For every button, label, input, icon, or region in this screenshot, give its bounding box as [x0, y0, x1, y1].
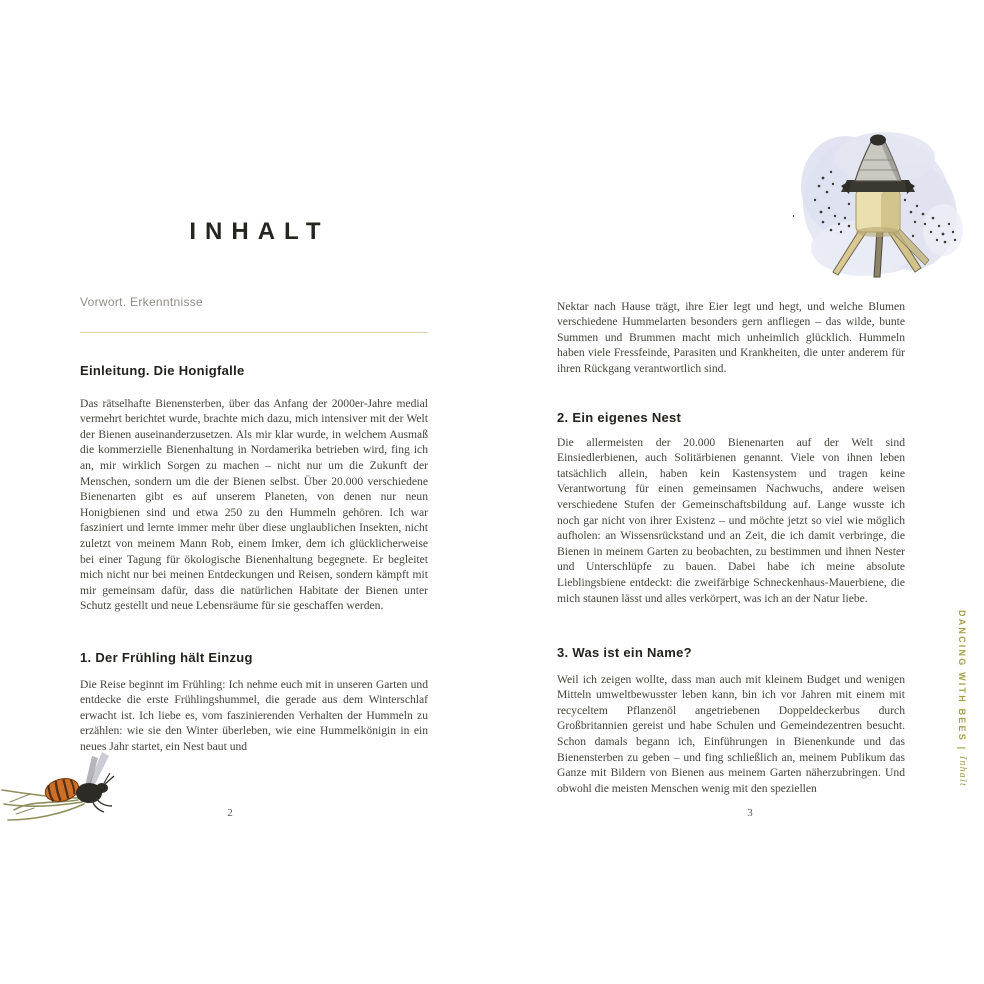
flying-bee-icon [0, 746, 142, 834]
spine-text [957, 610, 968, 840]
section3-heading: 3. Was ist ein Name? [557, 644, 692, 660]
section1-heading: 1. Der Frühling hält Einzug [80, 649, 253, 665]
intro-paragraph: Das rätselhafte Bienensterben, über das Anfang der 2000er-Jahre medial vermehrt berichtet wurde, brachte mich dazu, mich intensiver mit der Welt der Bienen auseinanderzusetzen. Als mir klar wurde, in welchem Ausmaß die kommerzielle Bienenhaltung in Nordamerika betrieben wird, fing ich an, mir wirklich Sorgen zu machen – nicht nur um die Zukunft der Menschen, sondern um die der Bienen selbst. Über 20.000 verschiedene Bienenarten gibt es auf unserem Planeten, von denen nur neun Honigbienen sind und etwa 250 zu den Hummeln gehören. Ich war fasziniert und lernte immer mehr über diese unglaublichen Insekten, nicht zuletzt von meinem Mann Rob, einem Imker, dem ich glücklicherweise bei einer Tagung für ökologische Bienenhaltung begegnete. Er begleitet mich nicht nur bei meinen Entdeckungen und Reisen, sondern kämpft mit mir gemeinsam dafür, dass die natürlichen Habitate der Bienen unter Schutz gestellt und neue Lebensräume für sie geschaffen werden. [80, 396, 428, 613]
section2-paragraph: Die allermeisten der 20.000 Bienenarten auf der Welt sind Einsiedlerbienen, auch Solitärbienen genannt. Viele von ihnen leben tatsächlich allein, haben kein Kastensystem und tragen keine Verantwortung für einen gemeinsamen Nachwuchs, andere weisen verschiedene Stufen der Gemeinschaftsbildung auf. Lange wusste ich noch gar nicht von ihrer Existenz – und möchte jetzt so viel wie möglich aufholen: an Wissensrückstand und an Zeit, die ich damit verbringe, die Bienen in meinem Garten zu beobachten, zu bestimmen und ihnen Nester und Unterschlüpfe zu bauen. Dabei habe ich meine absolute Lieblingsbiene entdeckt: die zweifärbige Schneckenhaus-Mauerbiene, die mich staunen lässt und alles verkörpert, was ich an der Natur liebe. [557, 435, 905, 605]
page-number-right: 3 [747, 807, 753, 819]
spine-separator-bar: | [957, 746, 967, 752]
beehive-watercolor-icon [793, 120, 965, 286]
section3-paragraph: Weil ich zeigen wollte, dass man auch mit kleinem Budget und wenigen Mitteln umweltbewusster leben kann, bin ich vor Jahren mit einem mit recyceltem Pflanzenöl angetriebenen Doppeldeckerbus durch Großbritannien gereist und habe Schulen und Gemeindezentren besucht. Schon damals begann ich, Einführungen in Bienenkunde und das Bienensterben zu geben – und fing schließlich an, meinem Publikum das Ganze mit Bildern von Bienen aus meinem Garten näherzubringen. Und obwohl die meisten Menschen wenig mit den speziellen [557, 672, 905, 795]
divider-line [80, 332, 428, 333]
section2-heading: 2. Ein eigenes Nest [557, 409, 682, 425]
spine-book-title: DANCING WITH BEES [957, 610, 967, 742]
toc-entry-vorwort: Vorwort. Erkenntnisse [80, 295, 204, 309]
beehive-illustration [793, 120, 965, 286]
page-number-left: 2 [227, 807, 233, 819]
continuation-paragraph: Nektar nach Hause trägt, ihre Eier legt und hegt, und welche Blumen verschiedene Hummelarten besonders gern anfliegen – das wilde, bunte Summen und Brummen macht mich unheimlich glücklich. Hummeln haben viele Fressfeinde, Parasiten und Krankheiten, die unter anderem für ihren Rückgang verantwortlich sind. [557, 299, 905, 375]
intro-heading: Einleitung. Die Honigfalle [80, 362, 245, 378]
spine-section-label: Inhalt [957, 755, 968, 787]
contents-title: INHALT [189, 218, 330, 246]
section1-paragraph: Die Reise beginnt im Frühling: Ich nehme euch mit in unseren Garten und entdecke die erste Frühlingshummel, die gerade aus dem Winterschlaf erwacht ist. Ich liebe es, vom faszinierenden Verhalten der Hummeln zu erzählen: wie sie den Winter überleben, wie eine Hummelkönigin in ein neues Jahr startet, ein Nest baut und [80, 677, 428, 753]
bee-illustration [0, 746, 142, 834]
